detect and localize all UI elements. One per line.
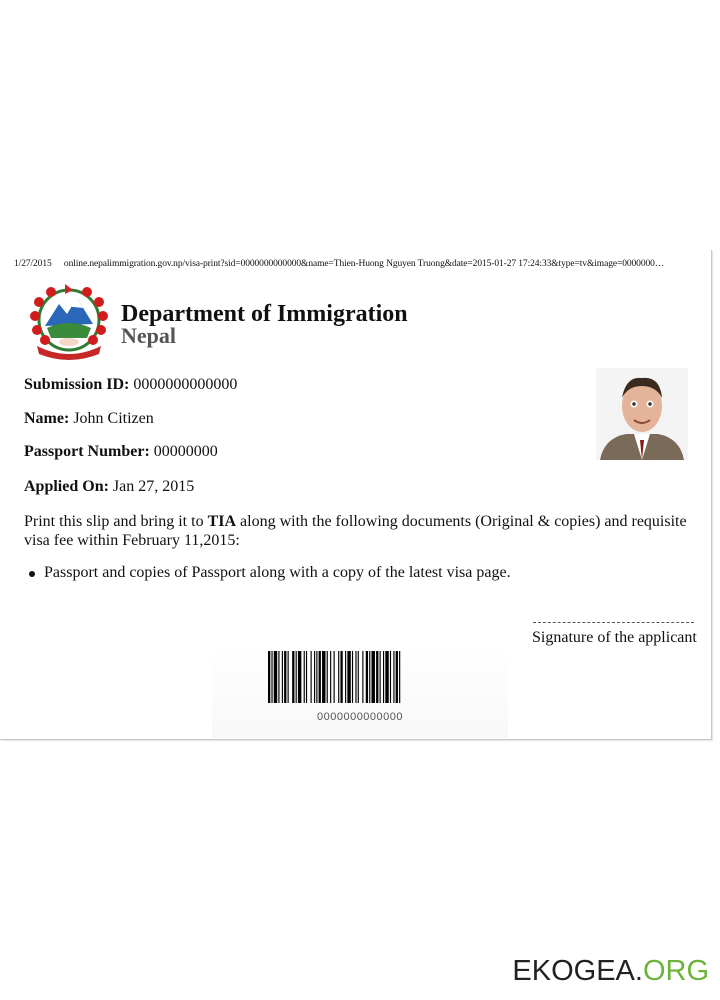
barcode-bar bbox=[390, 651, 391, 703]
name-field bbox=[24, 410, 154, 428]
barcode-bar bbox=[319, 651, 321, 703]
barcode-bar bbox=[278, 651, 279, 703]
barcode-bar bbox=[380, 651, 381, 703]
barcode-bar bbox=[327, 651, 328, 703]
watermark-main: EKOGEA. bbox=[512, 955, 643, 987]
barcode-bar bbox=[358, 651, 359, 703]
submission-id-field bbox=[24, 376, 237, 394]
field-value: John Citizen bbox=[73, 410, 154, 427]
barcode-bar bbox=[284, 651, 286, 703]
barcode-bar bbox=[347, 651, 350, 703]
barcode-bar bbox=[306, 651, 307, 703]
barcode-bar bbox=[314, 651, 315, 703]
barcode-bar bbox=[268, 651, 270, 703]
barcode-bar bbox=[355, 651, 356, 703]
field-value: 00000000 bbox=[153, 443, 218, 460]
barcode-bar bbox=[340, 651, 342, 703]
field-value: 0000000000000 bbox=[133, 376, 238, 393]
barcode-bar bbox=[304, 651, 305, 703]
applicant-photo bbox=[596, 368, 688, 460]
barcode-bar bbox=[274, 651, 277, 703]
signature-label: Signature of the applicant bbox=[532, 629, 697, 646]
field-value: Jan 27, 2015 bbox=[112, 478, 195, 495]
barcode-bar bbox=[385, 651, 388, 703]
barcode-bar bbox=[298, 651, 301, 703]
barcode-bar bbox=[366, 651, 368, 703]
barcode-bar bbox=[292, 651, 294, 703]
field-label: Name: bbox=[24, 410, 70, 427]
print-header bbox=[14, 259, 664, 269]
print-date: 1/27/2015 bbox=[14, 259, 52, 269]
barcode-number: 0000000000000 bbox=[316, 711, 404, 723]
barcode bbox=[268, 651, 460, 703]
barcode-bar bbox=[296, 651, 297, 703]
document-list-item: Passport and copies of Passport along with a copy of the latest visa page. bbox=[44, 564, 511, 581]
barcode-bar bbox=[271, 651, 272, 703]
signature-line bbox=[533, 622, 694, 623]
barcode-bar bbox=[311, 651, 312, 703]
barcode-bar bbox=[330, 651, 331, 703]
barcode-bar bbox=[338, 651, 339, 703]
barcode-bar bbox=[372, 651, 375, 703]
barcode-bar bbox=[322, 651, 325, 703]
field-label: Submission ID: bbox=[24, 376, 130, 393]
barcode-bar bbox=[352, 651, 353, 703]
barcode-bar bbox=[345, 651, 346, 703]
barcode-bar bbox=[396, 651, 398, 703]
barcode-bar bbox=[334, 651, 335, 703]
barcode-bar bbox=[316, 651, 317, 703]
barcode-bar bbox=[376, 651, 378, 703]
page-title: Department of Immigration bbox=[121, 301, 408, 327]
barcode-bar bbox=[282, 651, 283, 703]
field-label: Passport Number: bbox=[24, 443, 150, 460]
barcode-bar bbox=[288, 651, 289, 703]
barcode-bar bbox=[399, 651, 400, 703]
page-subtitle: Nepal bbox=[121, 323, 176, 348]
print-url: online.nepalimmigration.gov.np/visa-print?sid=0000000000000&name=Thien-Huong Nguyen Truong&date=2015-01-27 17:24:33&type=tv&image=0000000… bbox=[63, 259, 665, 269]
barcode-bar bbox=[362, 651, 363, 703]
watermark-logo bbox=[512, 955, 709, 988]
passport-number-field bbox=[24, 443, 218, 461]
instructions-location: TIA bbox=[207, 513, 237, 530]
applied-on-field bbox=[24, 478, 194, 496]
barcode-bar bbox=[393, 651, 394, 703]
field-label: Applied On: bbox=[24, 478, 109, 495]
instructions-text bbox=[24, 512, 694, 550]
instructions-after: along with the following documents (Original & copies) and requisite visa fee within February 11,2015: bbox=[24, 513, 687, 549]
watermark-accent: ORG bbox=[642, 955, 709, 987]
barcode-bar bbox=[383, 651, 384, 703]
nepal-emblem-logo bbox=[25, 282, 113, 360]
barcode-bar bbox=[369, 651, 370, 703]
instructions-before: Print this slip and bring it to bbox=[24, 513, 208, 530]
